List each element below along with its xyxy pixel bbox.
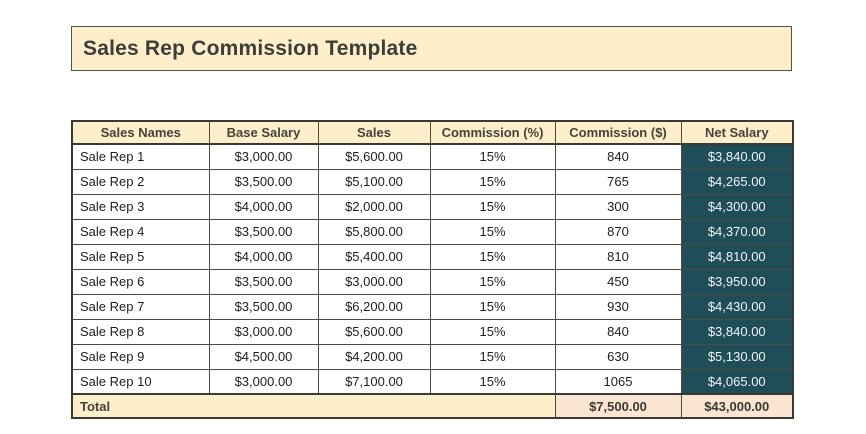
cell-commission-pct: 15% — [430, 244, 555, 269]
cell-base-salary: $3,500.00 — [209, 269, 318, 294]
cell-commission-amt: 840 — [555, 144, 681, 169]
cell-commission-pct: 15% — [430, 144, 555, 169]
cell-name: Sale Rep 6 — [72, 269, 209, 294]
table-row — [72, 269, 793, 294]
total-commission-amount: $7,500.00 — [555, 394, 681, 418]
cell-base-salary: $3,500.00 — [209, 294, 318, 319]
cell-sales: $5,400.00 — [318, 244, 430, 269]
cell-net-salary: $4,810.00 — [681, 244, 793, 269]
cell-commission-pct: 15% — [430, 219, 555, 244]
cell-sales: $2,000.00 — [318, 194, 430, 219]
total-row — [72, 394, 793, 418]
cell-base-salary: $4,000.00 — [209, 194, 318, 219]
cell-name: Sale Rep 1 — [72, 144, 209, 169]
table-body — [72, 144, 793, 394]
cell-sales: $5,100.00 — [318, 169, 430, 194]
cell-commission-amt: 765 — [555, 169, 681, 194]
cell-commission-pct: 15% — [430, 169, 555, 194]
title-banner — [71, 26, 792, 71]
cell-sales: $5,600.00 — [318, 144, 430, 169]
cell-name: Sale Rep 9 — [72, 344, 209, 369]
cell-name: Sale Rep 2 — [72, 169, 209, 194]
cell-net-salary: $4,300.00 — [681, 194, 793, 219]
column-header-sales-names: Sales Names — [72, 121, 209, 144]
table-row — [72, 319, 793, 344]
cell-base-salary: $3,000.00 — [209, 144, 318, 169]
total-net-salary: $43,000.00 — [681, 394, 793, 418]
cell-sales: $5,600.00 — [318, 319, 430, 344]
cell-name: Sale Rep 8 — [72, 319, 209, 344]
table-row — [72, 294, 793, 319]
cell-sales: $6,200.00 — [318, 294, 430, 319]
total-label: Total — [72, 394, 555, 418]
cell-base-salary: $3,000.00 — [209, 369, 318, 394]
cell-commission-pct: 15% — [430, 294, 555, 319]
table-row — [72, 244, 793, 269]
page-title: Sales Rep Commission Template — [83, 36, 418, 60]
cell-commission-amt: 870 — [555, 219, 681, 244]
table-row — [72, 344, 793, 369]
column-header-net-salary: Net Salary — [681, 121, 793, 144]
cell-commission-amt: 810 — [555, 244, 681, 269]
cell-net-salary: $4,370.00 — [681, 219, 793, 244]
header-row — [72, 121, 793, 144]
cell-commission-pct: 15% — [430, 194, 555, 219]
cell-commission-amt: 930 — [555, 294, 681, 319]
cell-net-salary: $3,840.00 — [681, 144, 793, 169]
cell-base-salary: $3,000.00 — [209, 319, 318, 344]
column-header-commission: Commission (%) — [430, 121, 555, 144]
table-header — [72, 121, 793, 144]
table-row — [72, 369, 793, 394]
column-header-sales: Sales — [318, 121, 430, 144]
cell-commission-pct: 15% — [430, 344, 555, 369]
commission-table — [71, 120, 794, 419]
cell-commission-pct: 15% — [430, 269, 555, 294]
cell-base-salary: $3,500.00 — [209, 169, 318, 194]
cell-sales: $3,000.00 — [318, 269, 430, 294]
table-row — [72, 144, 793, 169]
column-header-base-salary: Base Salary — [209, 121, 318, 144]
cell-sales: $5,800.00 — [318, 219, 430, 244]
cell-sales: $7,100.00 — [318, 369, 430, 394]
cell-net-salary: $4,430.00 — [681, 294, 793, 319]
cell-base-salary: $4,500.00 — [209, 344, 318, 369]
table-row — [72, 194, 793, 219]
cell-commission-pct: 15% — [430, 319, 555, 344]
cell-net-salary: $5,130.00 — [681, 344, 793, 369]
table-row — [72, 219, 793, 244]
cell-commission-pct: 15% — [430, 369, 555, 394]
cell-commission-amt: 450 — [555, 269, 681, 294]
table-row — [72, 169, 793, 194]
column-header-commission: Commission ($) — [555, 121, 681, 144]
cell-name: Sale Rep 5 — [72, 244, 209, 269]
cell-commission-amt: 840 — [555, 319, 681, 344]
cell-name: Sale Rep 3 — [72, 194, 209, 219]
cell-name: Sale Rep 7 — [72, 294, 209, 319]
cell-name: Sale Rep 4 — [72, 219, 209, 244]
cell-net-salary: $3,950.00 — [681, 269, 793, 294]
cell-net-salary: $3,840.00 — [681, 319, 793, 344]
cell-commission-amt: 630 — [555, 344, 681, 369]
table-footer — [72, 394, 793, 418]
cell-net-salary: $4,265.00 — [681, 169, 793, 194]
cell-base-salary: $3,500.00 — [209, 219, 318, 244]
cell-commission-amt: 300 — [555, 194, 681, 219]
cell-base-salary: $4,000.00 — [209, 244, 318, 269]
cell-commission-amt: 1065 — [555, 369, 681, 394]
cell-net-salary: $4,065.00 — [681, 369, 793, 394]
cell-name: Sale Rep 10 — [72, 369, 209, 394]
cell-sales: $4,200.00 — [318, 344, 430, 369]
